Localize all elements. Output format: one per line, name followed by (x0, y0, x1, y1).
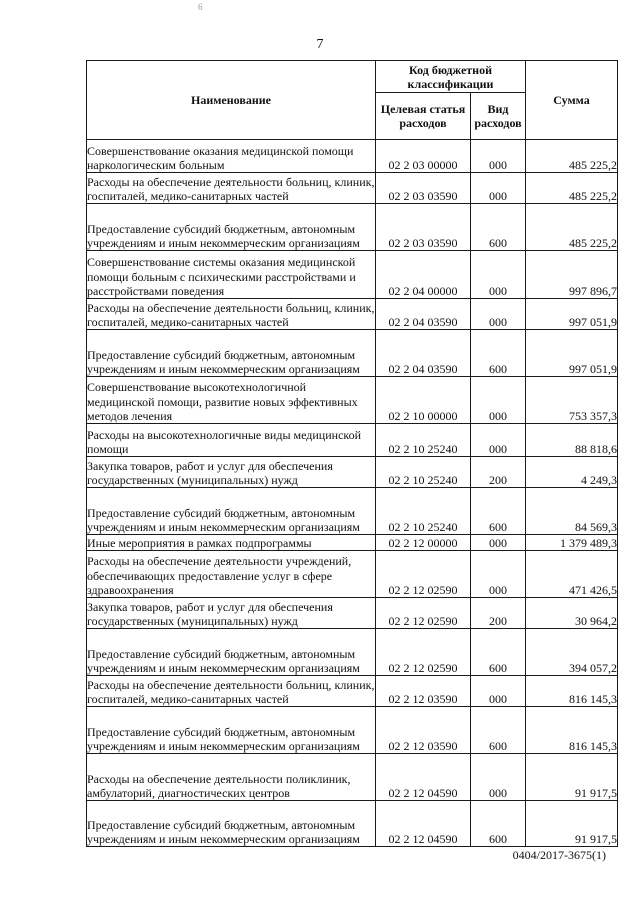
header-sum: Сумма (526, 61, 618, 140)
row-sum: 1 379 489,3 (526, 535, 618, 551)
table-row (87, 754, 618, 801)
row-name: Предоставление субсидий бюджетным, автономным учреждениям и иным некоммерческим организациям (87, 488, 376, 535)
row-sum: 30 964,2 (526, 598, 618, 629)
row-code: 02 2 04 00000 (376, 251, 471, 299)
row-name: Совершенствование системы оказания медицинской помощи больным с психическими расстройствами и расстройствами поведения (87, 251, 376, 299)
table-row (87, 299, 618, 330)
row-code: 02 2 03 00000 (376, 140, 471, 173)
row-type: 000 (471, 299, 526, 330)
row-name: Предоставление субсидий бюджетным, автономным учреждениям и иным некоммерческим организациям (87, 330, 376, 377)
row-type: 600 (471, 707, 526, 754)
row-name: Предоставление субсидий бюджетным, автономным учреждениям и иным некоммерческим организациям (87, 801, 376, 847)
row-sum: 84 569,3 (526, 488, 618, 535)
table-row (87, 140, 618, 173)
header-expense-type: Вид расходов (471, 93, 526, 140)
row-type: 200 (471, 598, 526, 629)
row-name: Расходы на обеспечение деятельности больниц, клиник, госпиталей, медико-санитарных частей (87, 299, 376, 330)
budget-table (86, 60, 618, 847)
row-code: 02 2 12 00000 (376, 535, 471, 551)
table-row (87, 251, 618, 299)
row-sum: 816 145,3 (526, 707, 618, 754)
row-name: Совершенствование оказания медицинской помощи наркологическим больным (87, 140, 376, 173)
row-code: 02 2 10 25240 (376, 424, 471, 457)
row-type: 600 (471, 801, 526, 847)
row-sum: 816 145,3 (526, 676, 618, 707)
row-sum: 91 917,5 (526, 801, 618, 847)
row-type: 600 (471, 629, 526, 676)
table-row (87, 488, 618, 535)
row-sum: 997 051,9 (526, 330, 618, 377)
row-code: 02 2 03 03590 (376, 204, 471, 251)
row-code: 02 2 03 03590 (376, 173, 471, 204)
row-name: Расходы на обеспечение деятельности учреждений, обеспечивающих предоставление услуг в сфере здравоохранения (87, 551, 376, 598)
row-name: Закупка товаров, работ и услуг для обеспечения государственных (муниципальных) нужд (87, 457, 376, 488)
table-row (87, 676, 618, 707)
row-code: 02 2 12 04590 (376, 754, 471, 801)
row-code: 02 2 10 00000 (376, 377, 471, 424)
row-sum: 88 818,6 (526, 424, 618, 457)
row-type: 200 (471, 457, 526, 488)
row-code: 02 2 12 03590 (376, 676, 471, 707)
row-code: 02 2 10 25240 (376, 457, 471, 488)
row-sum: 471 426,5 (526, 551, 618, 598)
table-row (87, 377, 618, 424)
table-row (87, 173, 618, 204)
row-name: Закупка товаров, работ и услуг для обеспечения государственных (муниципальных) нужд (87, 598, 376, 629)
row-type: 000 (471, 173, 526, 204)
table-row (87, 598, 618, 629)
row-sum: 997 896,7 (526, 251, 618, 299)
row-name: Расходы на обеспечение деятельности поликлиник, амбулаторий, диагностических центров (87, 754, 376, 801)
row-type: 000 (471, 424, 526, 457)
row-type: 000 (471, 377, 526, 424)
row-sum: 91 917,5 (526, 754, 618, 801)
table-row (87, 424, 618, 457)
row-sum: 394 057,2 (526, 629, 618, 676)
row-code: 02 2 04 03590 (376, 330, 471, 377)
row-code: 02 2 12 02590 (376, 598, 471, 629)
row-sum: 485 225,2 (526, 204, 618, 251)
row-name: Расходы на высокотехнологичные виды медицинской помощи (87, 424, 376, 457)
row-sum: 997 051,9 (526, 299, 618, 330)
row-name: Предоставление субсидий бюджетным, автономным учреждениям и иным некоммерческим организациям (87, 707, 376, 754)
document-code: 0404/2017-3675(1) (512, 848, 606, 862)
table-row (87, 457, 618, 488)
table-row (87, 204, 618, 251)
row-sum: 485 225,2 (526, 140, 618, 173)
row-type: 000 (471, 754, 526, 801)
row-name: Предоставление субсидий бюджетным, автономным учреждениям и иным некоммерческим организациям (87, 204, 376, 251)
row-sum: 485 225,2 (526, 173, 618, 204)
page-number: 7 (316, 37, 324, 52)
row-code: 02 2 04 03590 (376, 299, 471, 330)
row-type: 000 (471, 551, 526, 598)
row-type: 000 (471, 676, 526, 707)
row-sum: 753 357,3 (526, 377, 618, 424)
table-row (87, 330, 618, 377)
row-code: 02 2 12 04590 (376, 801, 471, 847)
scan-mark: 6 (198, 2, 203, 12)
row-sum: 4 249,3 (526, 457, 618, 488)
header-code-group: Код бюджетной классификации (376, 61, 526, 93)
table-row (87, 801, 618, 847)
header-name: Наименование (87, 61, 376, 140)
table-row (87, 535, 618, 551)
table-row (87, 629, 618, 676)
row-name: Расходы на обеспечение деятельности больниц, клиник, госпиталей, медико-санитарных частей (87, 173, 376, 204)
row-type: 000 (471, 251, 526, 299)
table-row (87, 707, 618, 754)
row-name: Иные мероприятия в рамках подпрограммы (87, 535, 376, 551)
row-type: 000 (471, 535, 526, 551)
table-row (87, 551, 618, 598)
row-type: 600 (471, 204, 526, 251)
row-name: Расходы на обеспечение деятельности больниц, клиник, госпиталей, медико-санитарных частей (87, 676, 376, 707)
row-name: Предоставление субсидий бюджетным, автономным учреждениям и иным некоммерческим организациям (87, 629, 376, 676)
row-type: 600 (471, 488, 526, 535)
row-type: 600 (471, 330, 526, 377)
row-code: 02 2 12 02590 (376, 551, 471, 598)
row-type: 000 (471, 140, 526, 173)
row-code: 02 2 10 25240 (376, 488, 471, 535)
row-code: 02 2 12 03590 (376, 707, 471, 754)
row-code: 02 2 12 02590 (376, 629, 471, 676)
header-target-article: Целевая статья расходов (376, 93, 471, 140)
row-name: Совершенствование высокотехнологичной медицинской помощи, развитие новых эффективных методов лечения (87, 377, 376, 424)
